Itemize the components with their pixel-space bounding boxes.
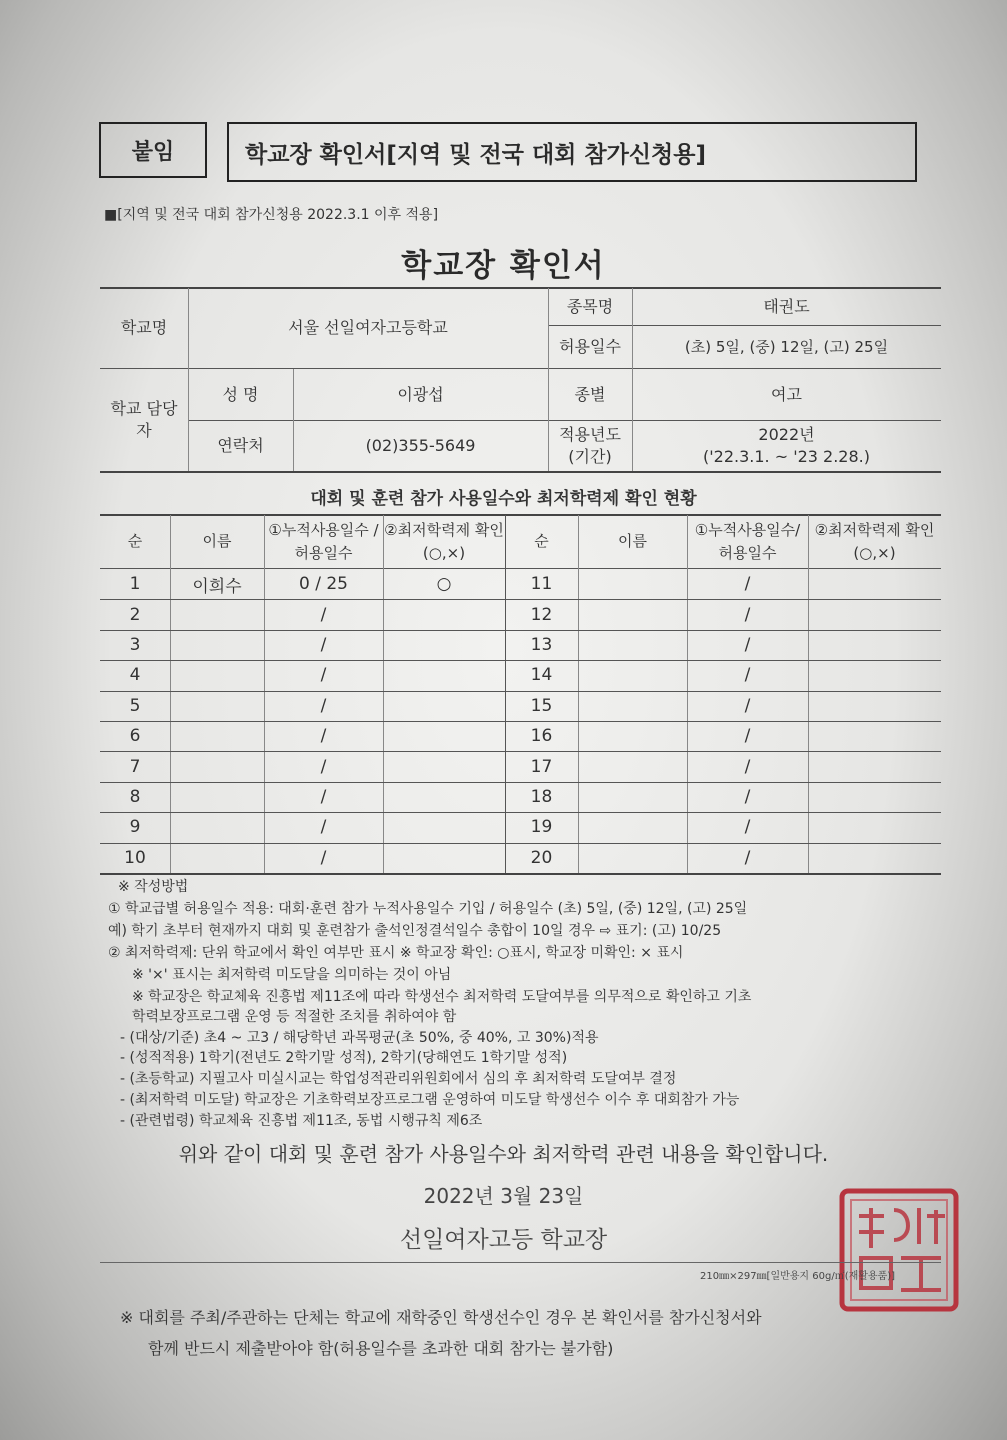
manager-label: 학교 담당자 xyxy=(110,399,178,440)
row-number: 5 xyxy=(129,695,141,716)
row-days: / xyxy=(744,604,751,625)
applicability-note: ■[지역 및 전국 대회 참가신청용 2022.3.1 이후 적용] xyxy=(104,207,439,223)
issue-date: 2022년 3월 23일 xyxy=(423,1184,584,1208)
row-divider xyxy=(100,873,941,875)
row-days: / xyxy=(320,726,327,747)
row-number: 4 xyxy=(129,665,141,686)
document-title: 학교장 확인서 xyxy=(401,248,606,284)
row-name xyxy=(170,751,264,781)
row-days: / xyxy=(744,634,751,655)
row-days: / xyxy=(320,634,327,655)
row-check xyxy=(383,599,505,629)
row-name xyxy=(578,812,687,842)
note-line: - (초등학교) 지필고사 미실시교는 학업성적관리위원회에서 심의 후 최저학력 도달여부 결정 xyxy=(120,1071,677,1087)
contact-label: 연락처 xyxy=(217,436,264,456)
row-name xyxy=(170,691,264,721)
row-number: 15 xyxy=(530,695,553,716)
row-number: 2 xyxy=(129,604,141,625)
note-line: - (대상/기준) 초4 ~ 고3 / 해당학년 과목평균(초 50%, 중 40%, 고 30%)적용 xyxy=(120,1030,599,1046)
school-value: 서울 선일여자고등학교 xyxy=(288,318,448,338)
attachment-tag xyxy=(99,122,207,178)
row-check xyxy=(808,569,941,599)
row-days: / xyxy=(320,604,327,625)
row-number: 19 xyxy=(530,817,553,838)
header-check-left: ②최저학력제 확인(○,×) xyxy=(384,521,504,562)
row-days: / xyxy=(320,695,327,716)
row-name xyxy=(170,721,264,751)
note-line: - (관련법령) 학교체육 진흥법 제11조, 동법 시행규칙 제6조 xyxy=(120,1113,483,1129)
note-line: 예) 학기 초부터 현재까지 대회 및 훈련참가 출석인정결석일수 총합이 10일 경우 ⇨ 표기: (고) 10/25 xyxy=(108,923,722,939)
category-label: 종별 xyxy=(574,384,606,404)
row-check xyxy=(808,812,941,842)
row-days: / xyxy=(744,786,751,807)
header-days-right: ①누적사용일수/ 허용일수 xyxy=(694,521,801,562)
row-days: / xyxy=(320,665,327,686)
header-days-left: ①누적사용일수 /허용일수 xyxy=(268,521,379,562)
confirmation-statement: 위와 같이 대회 및 훈련 참가 사용일수와 최저학력 관련 내용을 확인합니다. xyxy=(178,1142,829,1166)
header-check-right: ②최저학력제 확인(○,×) xyxy=(814,521,935,562)
note-line: ① 학교급별 허용일수 적용: 대회·훈련 참가 누적사용일수 기입 / 허용일수 (초) 5일, (중) 12일, (고) 25일 xyxy=(108,901,748,917)
row-days: / xyxy=(320,786,327,807)
note-line: ② 최저학력제: 단위 학교에서 확인 여부만 표시 ※ 학교장 확인: ○표시, 학교장 미확인: × 표시 xyxy=(108,945,684,961)
school-label: 학교명 xyxy=(120,318,168,338)
footer-note-line1: ※ 대회를 주최/주관하는 단체는 학교에 재학중인 학생선수인 경우 본 확인서를 참가신청서와 xyxy=(120,1308,762,1327)
row-name xyxy=(170,782,264,812)
heading-box xyxy=(227,122,917,182)
name-value: 이광섭 xyxy=(397,384,444,404)
note-line: 학력보장프로그램 운영 등 적절한 조치를 취하여야 함 xyxy=(132,1009,457,1025)
name-label: 성 명 xyxy=(222,384,259,404)
row-number: 6 xyxy=(129,726,141,747)
row-name xyxy=(170,630,264,660)
row-check xyxy=(808,751,941,781)
paper-spec-note: 210㎜×297㎜[일반용지 60g/㎡(재활용품)] xyxy=(700,1271,896,1282)
header-num-left: 순 xyxy=(127,532,143,551)
footer-note-line2: 함께 반드시 제출받아야 함(허용일수를 초과한 대회 참가는 불가함) xyxy=(148,1339,614,1358)
row-name xyxy=(578,630,687,660)
row-name xyxy=(578,660,687,690)
row-name xyxy=(170,812,264,842)
event-label: 종목명 xyxy=(566,296,614,316)
year-value: 2022년 xyxy=(758,425,815,445)
row-check xyxy=(808,599,941,629)
category-value: 여고 xyxy=(771,384,802,404)
header-name-left: 이름 xyxy=(202,532,232,551)
row-check xyxy=(808,843,941,873)
row-check xyxy=(383,660,505,690)
row-days: / xyxy=(744,726,751,747)
row-name xyxy=(578,721,687,751)
header-num-right: 순 xyxy=(534,532,549,551)
row-number: 12 xyxy=(530,604,553,625)
row-check xyxy=(383,843,505,873)
row-number: 13 xyxy=(530,634,553,655)
row-name xyxy=(578,782,687,812)
row-number: 11 xyxy=(530,574,553,595)
row-days: / xyxy=(320,847,327,868)
table-title: 대회 및 훈련 참가 사용일수와 최저학력제 확인 현황 xyxy=(310,489,697,509)
row-days: / xyxy=(744,665,751,686)
row-days: / xyxy=(744,847,751,868)
row-name xyxy=(578,843,687,873)
note-line: ※ '×' 표시는 최저학력 미도달을 의미하는 것이 아님 xyxy=(132,967,452,983)
row-check xyxy=(383,721,505,751)
allowed-value: (초) 5일, (중) 12일, (고) 25일 xyxy=(684,337,889,356)
row-check xyxy=(383,812,505,842)
heading-title: 학교장 확인서[지역 및 전국 대회 참가신청용] xyxy=(245,141,706,168)
row-name xyxy=(578,751,687,781)
row-number: 3 xyxy=(129,634,141,655)
row-number: 10 xyxy=(124,847,146,868)
row-number: 9 xyxy=(129,817,141,838)
row-days: / xyxy=(744,817,751,838)
note-line: ※ 학교장은 학교체육 진흥법 제11조에 따라 학생선수 최저학력 도달여부를 의무적으로 확인하고 기초 xyxy=(132,989,752,1005)
row-name xyxy=(578,599,687,629)
row-check xyxy=(808,782,941,812)
row-name xyxy=(578,691,687,721)
row-number: 8 xyxy=(129,786,141,807)
row-check xyxy=(383,630,505,660)
row-name: 이희수 xyxy=(192,576,242,597)
row-number: 17 xyxy=(530,756,553,777)
signer-title: 선일여자고등 학교장 xyxy=(399,1227,608,1253)
note-line: - (성적적용) 1학기(전년도 2학기말 성적), 2학기(당해연도 1학기말 성적) xyxy=(120,1050,568,1066)
event-value: 태권도 xyxy=(763,296,810,316)
row-name xyxy=(170,843,264,873)
allowed-label: 허용일수 xyxy=(559,337,621,357)
row-days: / xyxy=(744,695,751,716)
row-days: 0 / 25 xyxy=(299,574,348,595)
row-number: 14 xyxy=(530,665,553,686)
row-check xyxy=(808,691,941,721)
row-number: 1 xyxy=(129,574,141,595)
row-name xyxy=(170,660,264,690)
official-seal-icon xyxy=(839,1188,959,1316)
year-cell xyxy=(632,421,941,471)
row-check: ○ xyxy=(436,574,452,595)
row-name xyxy=(578,569,687,599)
row-check xyxy=(383,691,505,721)
note-line: - (최저학력 미도달) 학교장은 기초학력보장프로그램 운영하여 미도달 학생선수 이수 후 대회참가 가능 xyxy=(120,1092,740,1108)
row-days: / xyxy=(744,574,751,595)
row-number: 18 xyxy=(530,786,553,807)
row-days: / xyxy=(744,756,751,777)
row-check xyxy=(808,630,941,660)
row-check xyxy=(383,751,505,781)
period-value: ('22.3.1. ~ '23 2.28.) xyxy=(703,447,870,466)
row-check xyxy=(383,782,505,812)
row-days: / xyxy=(320,817,327,838)
note-line: ※ 작성방법 xyxy=(118,879,189,895)
row-check xyxy=(808,660,941,690)
contact-value: (02)355-5649 xyxy=(365,436,476,456)
row-number: 20 xyxy=(530,847,553,868)
row-check xyxy=(808,721,941,751)
row-days: / xyxy=(320,756,327,777)
row-number: 7 xyxy=(129,756,141,777)
header-name-right: 이름 xyxy=(618,532,647,551)
year-label: 적용년도 (기간) xyxy=(559,425,621,466)
row-number: 16 xyxy=(530,726,553,747)
row-name xyxy=(170,599,264,629)
attachment-tag-label: 붙임 xyxy=(131,139,175,165)
